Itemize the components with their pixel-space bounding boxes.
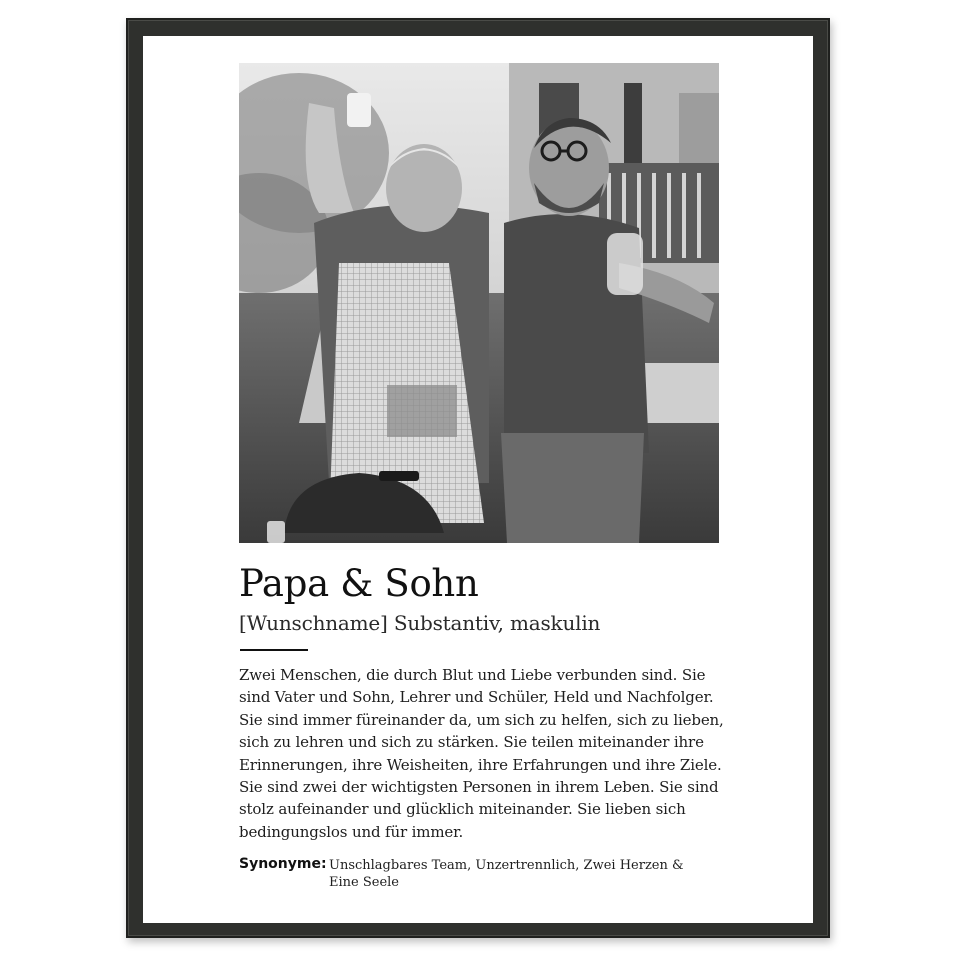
definition-line: sich zu lehren und sich zu stärken. Sie teilen miteinander ihre xyxy=(239,733,704,752)
definition-line: Sie sind immer füreinander da, um sich zu helfen, sich zu lieben, xyxy=(239,710,724,729)
synonyms-text xyxy=(329,858,684,891)
father-son-photo xyxy=(239,63,719,543)
definition-line: Sie sind zwei der wichtigsten Personen in ihrem Leben. Sie sind xyxy=(239,778,719,797)
synonyms-line: Eine Seele xyxy=(329,874,399,890)
poster-title: Papa & Sohn xyxy=(239,562,479,605)
poster-subtitle: [Wunschname] Substantiv, maskulin xyxy=(239,611,601,635)
definition-text xyxy=(239,664,739,843)
title-divider xyxy=(240,649,308,651)
synonyms-line: Unschlagbares Team, Unzertrennlich, Zwei Herzen & xyxy=(329,858,684,873)
synonyms-label: Synonyme: xyxy=(239,856,327,872)
definition-line: stolz aufeinander und glücklich miteinander. Sie lieben sich xyxy=(239,800,686,819)
definition-line: Zwei Menschen, die durch Blut und Liebe verbunden sind. Sie xyxy=(239,666,706,684)
definition-line: bedingungslos und für immer. xyxy=(239,822,464,841)
definition-line: Erinnerungen, ihre Weisheiten, ihre Erfahrungen und ihre Ziele. xyxy=(239,755,722,774)
definition-line: sind Vater und Sohn, Lehrer und Schüler, Held und Nachfolger. xyxy=(239,688,714,707)
